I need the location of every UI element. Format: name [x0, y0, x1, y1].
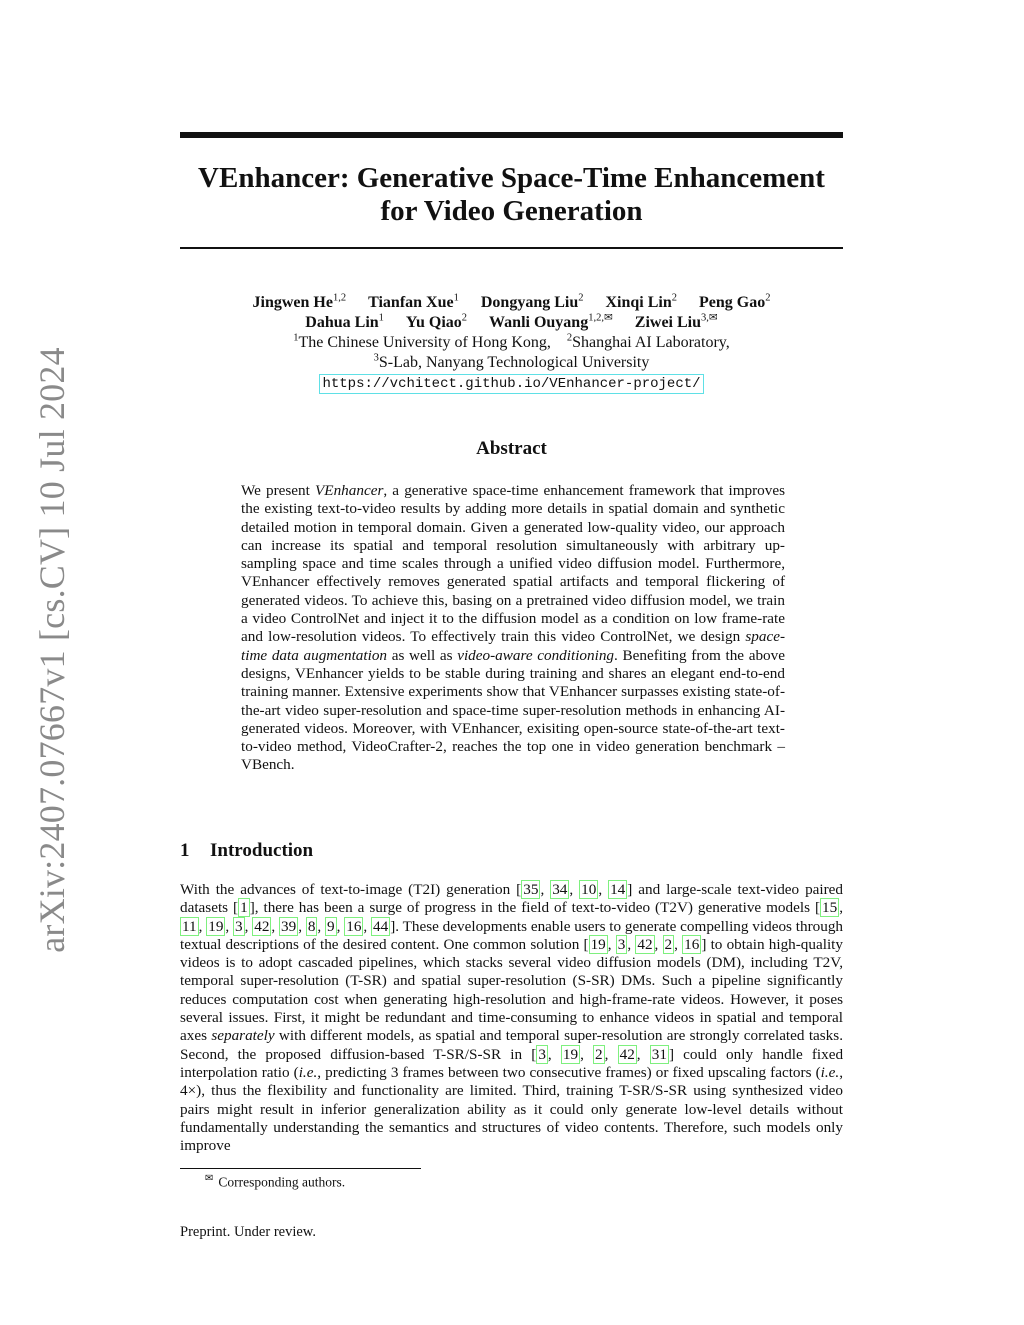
citation-link[interactable]: 16 [346, 917, 362, 935]
citation-link[interactable]: 31 [651, 1045, 667, 1063]
author-row-1 [180, 293, 843, 313]
abstract-body: We present VEnhancer, a generative space-time enhancement framework that improves the existing text-to-video results by adding more details in spatial domain and synthetic detailed motion in temporal domain. Given a generated low-quality video, our approach can increase its spatial and temporal resolution simultaneously with arbitrary up-sampling space and time scales through a unified video diffusion model. Furthermore, VEnhancer effectively removes generated spatial artifacts and temporal flickering of generated videos. To achieve this, basing on a pretrained video diffusion model, we train a video ControlNet and inject it to the diffusion model as a condition on low frame-rate and low-resolution videos. To effectively train this video ControlNet, we design space-time data augmentation as well as video-aware conditioning. Benefiting from the above designs, VEnhancer yields to be stable during training and shares an elegant end-to-end training manner. Extensive experiments show that VEnhancer surpasses existing state-of-the-art video super-resolution and space-time super-resolution methods in enhancing AI-generated videos. Moreover, with VEnhancer, exisiting open-source state-of-the-art text-to-video method, VideoCrafter-2, reaches the top one in video generation benchmark – VBench. [241, 482, 786, 774]
citation-group: 35 , 34 , 10 , 14 [523, 881, 626, 898]
citation-group: 15 , 11 , 19 , 3 , 42 , 39 , 8 , 9 , 16 , 44 [182, 899, 843, 935]
citation-group: 3 , 19 , 2 , 42 , 31 [538, 1045, 667, 1063]
section-heading-introduction: 1 Introduction [180, 840, 314, 861]
citation-link[interactable]: 11 [182, 917, 197, 935]
citation-link[interactable]: 16 [684, 935, 700, 953]
title-line-2: for Video Generation [380, 195, 643, 227]
title-line-1: VEnhancer: Generative Space-Time Enhancement [198, 162, 825, 194]
citation-link[interactable]: 42 [637, 935, 653, 953]
abstract-heading: Abstract [476, 438, 547, 459]
preprint-note: Preprint. Under review. [180, 1224, 316, 1240]
citation-link[interactable]: 19 [208, 917, 224, 935]
citation-link[interactable]: 9 [327, 917, 335, 935]
citation-link[interactable]: 3 [235, 917, 243, 935]
citation-link[interactable]: 3 [617, 935, 626, 953]
citation-group [238, 898, 250, 917]
citation-link[interactable]: 8 [307, 917, 316, 935]
citation-link[interactable]: 10 [581, 881, 597, 898]
author: Ziwei Liu$^{3,✉}$ [634, 312, 718, 331]
project-url-row [180, 373, 843, 394]
citation-link[interactable]: 1 [240, 899, 248, 917]
title-top-rule [180, 132, 843, 138]
author: Dongyang Liu$^2$ [480, 292, 584, 311]
author: Jingwen He$^{1,2}$ [252, 292, 347, 311]
project-url-link[interactable]: https://vchitect.github.io/VEnhancer-project/ [319, 374, 703, 394]
introduction-body: With the advances of text-to-image (T2I) generation [ 35 , 34 , 10 , 14 ] and large-scale text-video paired datasets [ 1 ], there has been a surge of progress in the field of text-to-video (T2V) generative models [ 15 , 11 , 19 , 3 , 42 , 39 , 8 , 9 , 16 , 44 ]. These developments enable users to generate compelling videos through textual descriptions of the desired content. One common solution [ 19 , 3 , 42 , 2 , 16 ] to obtain high-quality videos is to adopt cascaded pipelines, which stacks several video diffusion models (DM), including T2V, temporal super-resolution (T-SR) and spatial super-resolution (S-SR) DMs. Such a pipeline significantly reduces computation cost when generating high-resolution and high-frame-rate videos. However, it poses several issues. First, it might be redundant and time-consuming to enhance videos in spatial and temporal axes separately with different models, as spatial and temporal super-resolution are strongly correlated tasks. Second, the proposed diffusion-based T-SR/S-SR in [ 3 , 19 , 2 , 42 , 31 ] could only handle fixed interpolation ratio (i.e., predicting 3 frames between two consecutive frames) or fixed upscaling factors (i.e., 4×), thus the flexibility and functionality are limited. Third, training T-SR/S-SR using synthesized video pairs might result in inferior generalization ability as it could only generate low-level details without fundamentally understanding the semantics and structures of video contents. Therefore, such models only improve [180, 881, 844, 1155]
author: Tianfan Xue$^1$ [368, 292, 459, 311]
affiliation-line-2: $^3$S-Lab, Nanyang Technological University [373, 352, 650, 371]
arxiv-identifier[interactable]: arXiv:2407.07667v1 [cs.CV] 10 Jul 2024 [32, 347, 72, 953]
footnote: ✉ Corresponding authors. [205, 1173, 346, 1190]
citation-link[interactable]: 19 [590, 935, 606, 953]
citation-link[interactable]: 19 [562, 1045, 579, 1063]
title-bottom-rule [180, 247, 843, 249]
footnote-rule [180, 1168, 421, 1169]
citation-link[interactable]: 44 [373, 917, 389, 935]
affiliation-line-1: $^1$The Chinese University of Hong Kong, $^2$Shanghai AI Laboratory, [293, 332, 730, 351]
author-block [180, 293, 843, 394]
citation-link[interactable]: 39 [281, 917, 297, 935]
paper-title [180, 162, 843, 228]
author: Peng Gao$^2$ [699, 292, 771, 311]
citation-link[interactable]: 42 [619, 1045, 635, 1063]
author: Xinqi Lin$^2$ [605, 292, 677, 311]
citation-link[interactable]: 3 [538, 1045, 546, 1063]
citation-link[interactable]: 34 [552, 881, 568, 898]
citation-link[interactable]: 35 [523, 881, 539, 898]
citation-link[interactable]: 42 [254, 917, 270, 935]
citation-link[interactable]: 14 [610, 881, 626, 898]
citation-link[interactable]: 15 [822, 899, 838, 917]
author: Dahua Lin$^1$ [305, 312, 384, 331]
envelope-icon: ✉ [205, 1173, 214, 1184]
citation-link[interactable]: 2 [664, 935, 673, 953]
citation-group: 19 , 3 , 42 , 2 , 16 [590, 935, 700, 953]
author: Yu Qiao$^2$ [405, 312, 468, 331]
author: Wanli Ouyang$^{1,2,✉}$ [489, 312, 613, 331]
author-row-2 [180, 313, 843, 333]
citation-link[interactable]: 2 [595, 1045, 603, 1063]
